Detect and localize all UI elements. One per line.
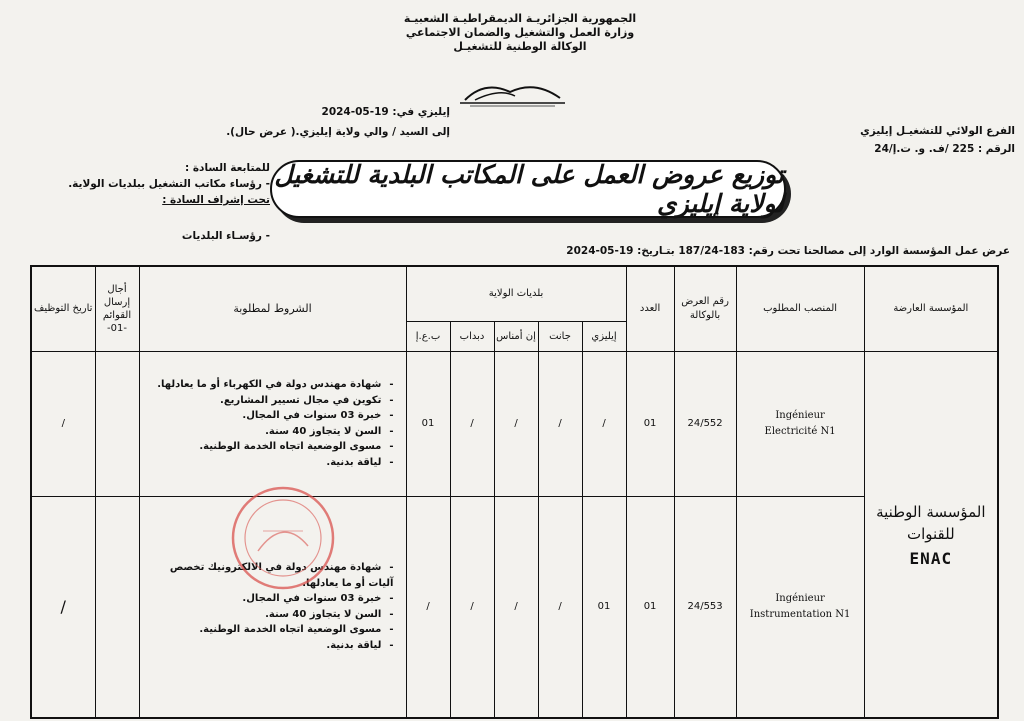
institution-code: ENAC	[909, 548, 953, 568]
offer-number-cell: 24/552	[674, 351, 736, 496]
header-offer-number: رقم العرض بالوكالة	[674, 266, 736, 351]
condition-item: - مسوى الوضعية اتجاه الخدمة الوطنية.	[146, 439, 394, 455]
condition-item: - خبرة 03 سنوات في المجال.	[146, 408, 394, 424]
position-line: Ingénieur	[775, 409, 825, 421]
count-cell: 01	[626, 496, 674, 718]
agency-line: الوكالة الوطنية للتشغيـل	[453, 40, 587, 53]
municipality-value: 01	[406, 351, 450, 496]
municipality-value: 01	[582, 496, 626, 718]
table-row	[31, 351, 998, 496]
municipality-col: إيليزي	[582, 321, 626, 351]
municipality-col: جانت	[538, 321, 582, 351]
recipient-line: إلى السيد / والي ولاية إيليزي.( عرض حال).	[226, 126, 450, 138]
municipality-value: /	[538, 496, 582, 718]
hire-date-cell: /	[31, 351, 95, 496]
document-title-box	[270, 160, 786, 218]
condition-item: - شهادة مهندس دولة في الكهرباء أو ما يعادلها.	[146, 377, 394, 393]
position-cell	[736, 496, 864, 718]
offer-number-cell: 24/553	[674, 496, 736, 718]
institution-name: المؤسسة الوطنية للقنوات	[876, 502, 986, 543]
condition-item: - لياقة بدنية.	[146, 455, 394, 471]
followup-label: للمتابعة السادة :	[185, 162, 270, 174]
agency-logo-icon	[455, 78, 570, 108]
branch-line: الفرع الولائي للتشغيـل إيليزي	[860, 125, 1015, 137]
position-line: Electricité N1	[764, 425, 836, 437]
municipality-col: دبداب	[450, 321, 494, 351]
deadline-cell	[95, 496, 139, 718]
conditions-list	[140, 377, 406, 470]
position-line: Instrumentation N1	[749, 608, 851, 620]
date-line: إيليزي في: 19-05-2024	[321, 106, 450, 118]
municipality-value: /	[406, 496, 450, 718]
header-count: العدد	[626, 266, 674, 351]
document-title: توزيع عروض العمل على المكاتب البلدية للتشغيل لولاية إيليزي	[274, 160, 784, 218]
header-hire-date: تاريخ التوظيف	[31, 266, 95, 351]
municipality-col: إن أمناس	[494, 321, 538, 351]
condition-item: - مسوى الوضعية اتجاه الخدمة الوطنية.	[146, 622, 394, 638]
deadline-cell	[95, 351, 139, 496]
condition-item: - لياقة بدنية.	[146, 638, 394, 654]
header-conditions: الشروط لمطلوبة	[139, 266, 406, 351]
table-row	[31, 496, 998, 718]
municipality-value: /	[450, 496, 494, 718]
condition-item: - السن لا يتجاوز 40 سنة.	[146, 607, 394, 623]
condition-item: - السن لا يتجاوز 40 سنة.	[146, 424, 394, 440]
position-line: Ingénieur	[775, 592, 825, 604]
header-municipalities: بلديات الولاية	[406, 266, 626, 321]
offers-table	[30, 265, 999, 719]
header-position: المنصب المطلوب	[736, 266, 864, 351]
reference-line: الرقم : 225 /ف. و. ت.إ/24	[874, 143, 1015, 155]
condition-item: - تكوين في مجال تسيير المشاريع.	[146, 393, 394, 409]
municipality-value: /	[582, 351, 626, 496]
header-deadline: أجال إرسال القوائم -01-	[95, 266, 139, 351]
conditions-cell	[139, 351, 406, 496]
condition-item: - خبرة 03 سنوات في المجال.	[146, 591, 394, 607]
hire-date-cell: /	[31, 496, 95, 718]
institution-cell	[864, 351, 998, 718]
municipality-value: /	[494, 351, 538, 496]
supervision-label: تحت إشراف السادة :	[162, 194, 270, 206]
offer-reference-line: عرض عمل المؤسسة الوارد إلى مصالحنا تحت رقم: 183-187/24 بتـاريخ: 19-05-2024	[566, 245, 1010, 257]
municipality-value: /	[538, 351, 582, 496]
header-institution: المؤسسة العارضة	[864, 266, 998, 351]
header-block	[380, 12, 660, 54]
republic-line: الجمهورية الجزائريـة الديمقراطيـة الشعبيـة	[403, 12, 637, 25]
ministry-line: وزارة العمل والتشغيل والضمان الاجتماعي	[405, 26, 635, 39]
official-stamp-icon	[228, 476, 338, 606]
municipality-value: /	[494, 496, 538, 718]
municipality-col: ب.ع.إ	[406, 321, 450, 351]
position-cell	[736, 351, 864, 496]
followup-item: - رؤساء مكاتب التشغيل ببلديات الولاية.	[68, 178, 270, 190]
supervision-item: - رؤسـاء البلديات	[181, 230, 270, 242]
count-cell: 01	[626, 351, 674, 496]
municipality-value: /	[450, 351, 494, 496]
condition-item: - شهادة مهندس دولة في الالكترونيك تخصص آليات أو ما يعادلها.	[146, 560, 394, 591]
